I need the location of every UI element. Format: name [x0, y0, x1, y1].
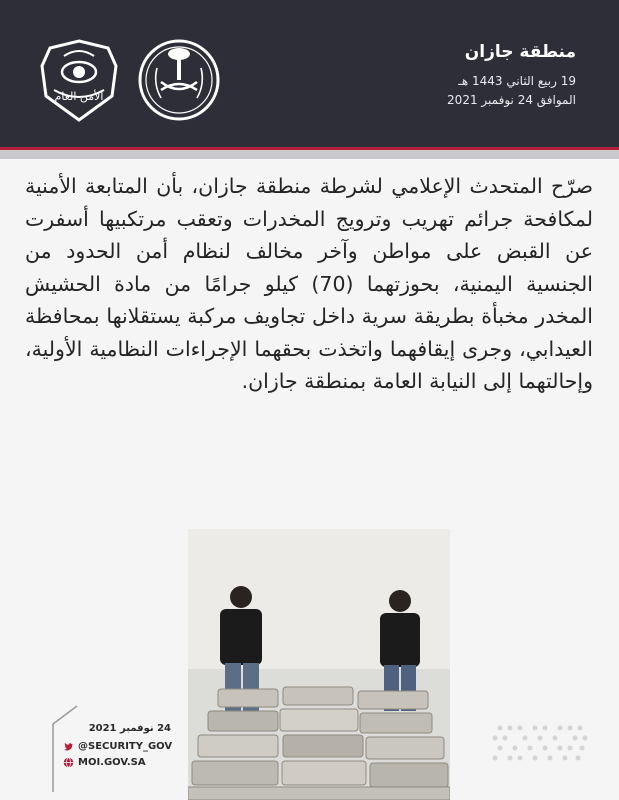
gregorian-date: الموافق 24 نوفمبر 2021 [447, 93, 576, 107]
footer-date: 24 نوفمبر 2021 [88, 723, 171, 734]
globe-icon [63, 757, 74, 768]
police-badge-icon [38, 38, 120, 124]
twitter-row[interactable] [63, 741, 172, 752]
decorative-dots-icon [490, 720, 590, 770]
evidence-photo [188, 529, 450, 800]
twitter-icon [63, 741, 74, 752]
region-title: منطقة جازان [464, 42, 576, 62]
website-row[interactable] [63, 757, 146, 768]
accent-stripe [0, 147, 619, 150]
police-logo-text: الأمن العام [54, 90, 104, 103]
website-link: MOI.GOV.SA [78, 757, 146, 768]
hijri-date: 19 ربيع الثاني 1443 هـ [458, 74, 576, 88]
header-bar [0, 0, 619, 147]
saudi-emblem-icon [137, 38, 221, 122]
footer-block [47, 704, 197, 794]
statement-text: صرّح المتحدث الإعلامي لشرطة منطقة جازان، بأن المتابعة الأمنية لمكافحة جرائم تهريب وترويج المخدرات وتعقب مرتكبيها أسفرت عن القبض على مواطن وآخر مخالف لنظام أمن الحدود من الجنسية اليمنية، بحوزتهما (70) كيلو جرامًا من مادة الحشيش المخدر مخبأة بطريقة سرية داخل تجاويف مركبة يستقلانها بمحافظة العيدابي، وجرى إيقافهما واتخذت بحقهما الإجراءات النظامية الأولية، وإحالتهما إلى النيابة العامة بمنطقة جازان. [25, 174, 593, 393]
twitter-handle: @SECURITY_GOV [78, 741, 173, 752]
